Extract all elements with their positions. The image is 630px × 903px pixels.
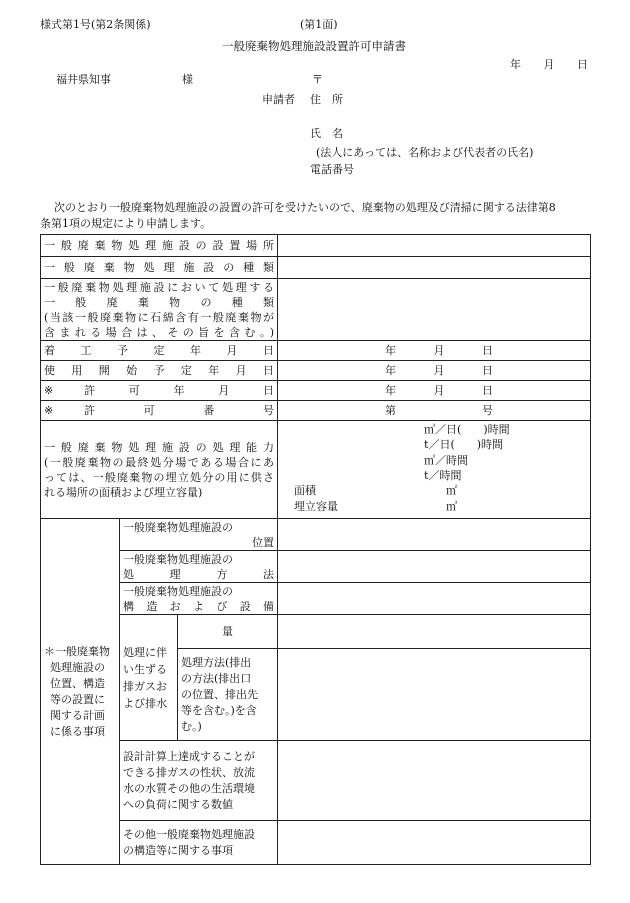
permit-date-label: ※ 許可年月日 [41, 381, 278, 401]
row-plan-method [41, 551, 591, 583]
waste-type-value[interactable] [278, 279, 591, 341]
year-label: 年 [510, 58, 521, 71]
exhaust-label: 処理に伴 い生ずる 排ガスお よび排水 [120, 615, 178, 741]
applicant-label: 申請者 [262, 93, 295, 106]
area-label: 面積 [294, 484, 317, 497]
start-date-label: 着工予定年月日 [41, 341, 278, 361]
plan-position-value[interactable] [278, 519, 591, 551]
permit-date-value[interactable]: 年 月 日 [278, 381, 591, 401]
month-label: 月 [543, 58, 555, 71]
other-value[interactable] [278, 821, 591, 865]
facility-type-label: 一般廃棄物処理施設の種類 [41, 257, 278, 279]
volume-label: 埋立容量 [294, 500, 339, 513]
plan-position-label: 一般廃棄物処理施設の 位置 [120, 519, 278, 551]
waste-type-label: 一般廃棄物処理施設において処理する 一般廃棄物の種類 (当該一般廃棄物に石綿含有一般廃棄物が 含まれる場合は、その旨を含む。) [41, 279, 278, 341]
corporation-note: (法人にあっては、名称および代表者の氏名) [316, 146, 534, 159]
document-title: 一般廃棄物処理施設設置許可申請書 [222, 39, 406, 53]
area-unit: ㎡ [446, 484, 458, 497]
page-number: (第1面) [300, 18, 338, 31]
row-start-date [41, 341, 591, 361]
row-use-date [41, 361, 591, 381]
plan-group-label: ＊一般廃棄物 処理施設の 位置、構造 等の設置に 関する計画 に係る事項 [41, 519, 120, 865]
use-date-label: 使用開始予定年月日 [41, 361, 278, 381]
capacity-value[interactable]: ㎥／日( )時間 t／日( )時間 ㎥／時間 t／時間 面積 ㎡ 埋立容量 ㎥ [278, 421, 591, 519]
form-number: 様式第1号(第2条関係) [40, 18, 151, 31]
capacity-label: 一般廃棄物処理施設の処理能力 (一般廃棄物の最終処分場である場合にあ っては、一般廃棄物の埋立処分の用に供さ れる場所の面積および埋立容量) [41, 421, 278, 519]
location-value[interactable] [278, 235, 591, 257]
volume-unit: ㎥ [446, 500, 458, 513]
address-label: 住 所 [310, 93, 343, 106]
note-mark: ※ [44, 384, 54, 397]
discharge-value[interactable] [278, 649, 591, 741]
day-label: 日 [577, 58, 588, 71]
permit-number-label: ※ 許可番号 [41, 401, 278, 421]
row-facility-type [41, 257, 591, 279]
application-form-table [40, 234, 591, 865]
note-mark: ※ [44, 404, 54, 417]
use-date-value[interactable]: 年 月 日 [278, 361, 591, 381]
intro-line-2: 条第1項の規定により申請します。 [40, 217, 212, 230]
date-line [510, 58, 588, 72]
amount-value[interactable] [278, 615, 591, 649]
row-plan-design [41, 741, 591, 821]
start-date-value[interactable]: 年 月 日 [278, 341, 591, 361]
facility-type-value[interactable] [278, 257, 591, 279]
row-capacity [41, 421, 591, 519]
row-permit-number [41, 401, 591, 421]
honorific: 様 [182, 73, 193, 86]
permit-number-value[interactable]: 第 号 [278, 401, 591, 421]
plan-structure-value[interactable] [278, 583, 591, 615]
phone-label: 電話番号 [310, 163, 354, 176]
plan-method-label: 一般廃棄物処理施設の 処理方法 [120, 551, 278, 583]
other-label: その他一般廃棄物処理施設 の構造等に関する事項 [120, 821, 278, 865]
amount-label: 量 [178, 615, 278, 649]
row-plan-position [41, 519, 591, 551]
discharge-label: 処理方法(排出 の方法(排出口 の位置、排出先 等を含む。)を含 む。) [178, 649, 278, 741]
row-plan-structure [41, 583, 591, 615]
row-permit-date [41, 381, 591, 401]
design-value[interactable] [278, 741, 591, 821]
row-waste-type [41, 279, 591, 341]
location-label: 一般廃棄物処理施設の設置場所 [41, 235, 278, 257]
plan-structure-label: 一般廃棄物処理施設の 構造および設備 [120, 583, 278, 615]
row-location [41, 235, 591, 257]
plan-method-value[interactable] [278, 551, 591, 583]
row-plan-amount [41, 615, 591, 649]
design-label: 設計計算上達成することが できる排ガスの性状、放流 水の水質その他の生活環境 への負荷に関する数値 [120, 741, 278, 821]
name-label: 氏 名 [310, 127, 343, 140]
row-plan-other [41, 821, 591, 865]
intro-line-1: 次のとおり一般廃棄物処理施設の設置の許可を受けたいので、廃棄物の処理及び清掃に関する法律第8 [54, 201, 556, 214]
addressee: 福井県知事 [56, 73, 111, 86]
postal-mark: 〒 [312, 73, 323, 86]
